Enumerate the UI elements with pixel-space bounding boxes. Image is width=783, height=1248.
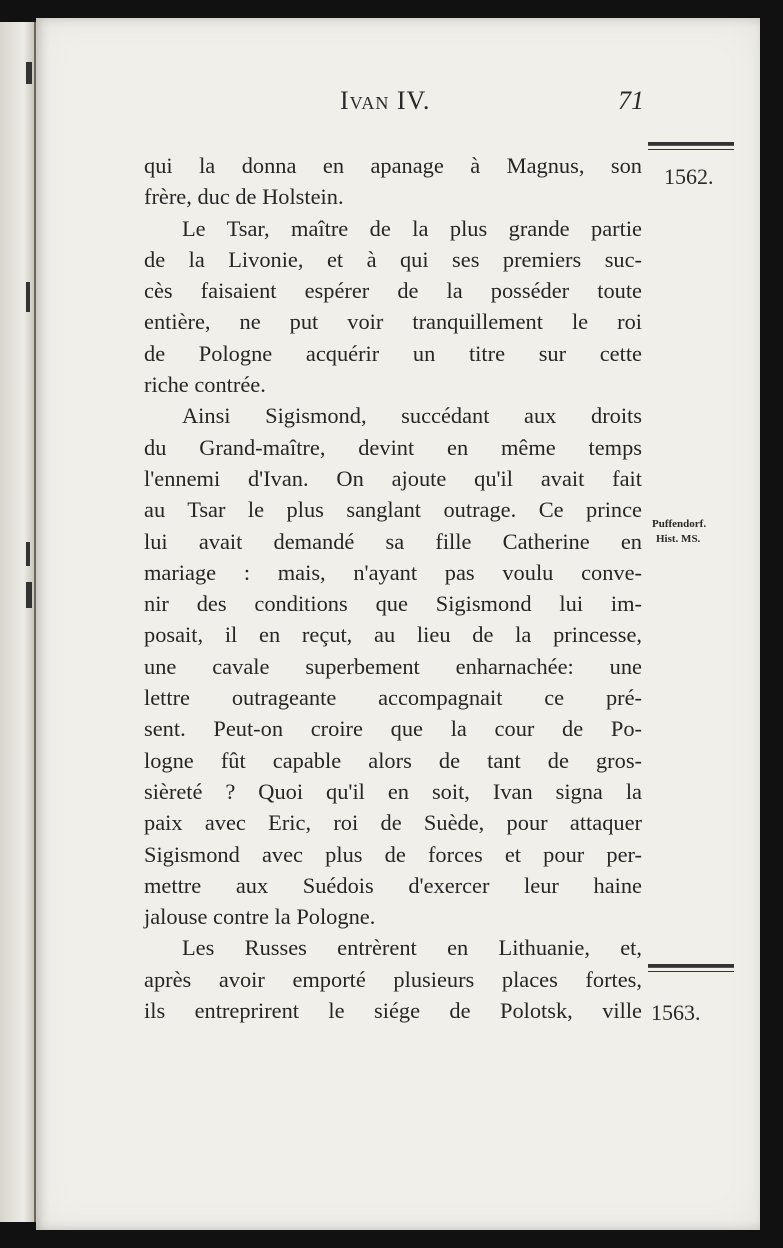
text-line: de la Livonie, et à qui ses premiers suc-: [144, 246, 642, 272]
text-line: au Tsar le plus sanglant outrage. Ce prince: [144, 497, 642, 523]
text-line: l'ennemi d'Ivan. On ajoute qu'il avait fait: [144, 465, 642, 491]
margin-note: Puffendorf.: [652, 518, 707, 530]
margin-year: 1562.: [664, 164, 714, 189]
margin-rule: [648, 964, 734, 968]
page-edge-mark: [26, 582, 32, 608]
text-line: logne fût capable alors de tant de gros-: [144, 747, 642, 773]
page-header: [36, 86, 760, 126]
text-line: mettre aux Suédois d'exercer leur haine: [144, 872, 642, 898]
page-number: 71: [618, 86, 644, 115]
text-line: jalouse contre la Pologne.: [144, 904, 376, 930]
margin-year: 1563.: [651, 1000, 701, 1025]
text-line: Le Tsar, maître de la plus grande partie: [182, 215, 642, 241]
margin-rule: [648, 971, 734, 972]
text-line: posait, il en reçut, au lieu de la princesse,: [144, 622, 642, 648]
text-line: Sigismond avec plus de forces et pour per-: [144, 841, 642, 867]
text-line: du Grand-maître, devint en même temps: [144, 434, 642, 460]
running-title: Ivan IV.: [340, 86, 431, 115]
text-line: sent. Peut-on croire que la cour de Po-: [144, 716, 642, 742]
text-line: cès faisaient espérer de la posséder toute: [144, 278, 642, 304]
text-line: Ainsi Sigismond, succédant aux droits: [182, 403, 642, 429]
text-line: mariage : mais, n'ayant pas voulu conve-: [144, 559, 642, 585]
text-line: lettre outrageante accompagnait ce pré-: [144, 685, 642, 711]
text-line: nir des conditions que Sigismond lui im-: [144, 591, 642, 617]
margin-rule: [648, 149, 734, 150]
margin-rule: [648, 142, 734, 146]
margin-note: Hist. MS.: [656, 533, 701, 545]
text-line: après avoir emporté plusieurs places fortes,: [144, 966, 642, 992]
text-line: de Pologne acquérir un titre sur cette: [144, 340, 642, 366]
body-text: [144, 150, 642, 1026]
text-line: paix avec Eric, roi de Suède, pour attaquer: [144, 810, 642, 836]
text-line: ils entreprirent le siége de Polotsk, ville: [144, 998, 642, 1024]
text-line: frère, duc de Holstein.: [144, 184, 344, 210]
text-line: qui la donna en apanage à Magnus, son: [144, 153, 642, 178]
text-line: lui avait demandé sa fille Catherine en: [144, 528, 642, 554]
page-edge-mark: [26, 282, 30, 312]
facing-page-edge: [0, 22, 36, 1222]
text-line: entière, ne put voir tranquillement le roi: [144, 309, 642, 335]
text-line: une cavale superbement enharnachée: une: [144, 653, 642, 679]
page-edge-mark: [26, 542, 30, 566]
page-edge-mark: [26, 62, 32, 84]
text-line: riche contrée.: [144, 372, 266, 398]
text-line: sièreté ? Quoi qu'il en soit, Ivan signa la: [144, 778, 642, 804]
book-page: [36, 18, 760, 1230]
text-line: Les Russes entrèrent en Lithuanie, et,: [182, 935, 642, 961]
